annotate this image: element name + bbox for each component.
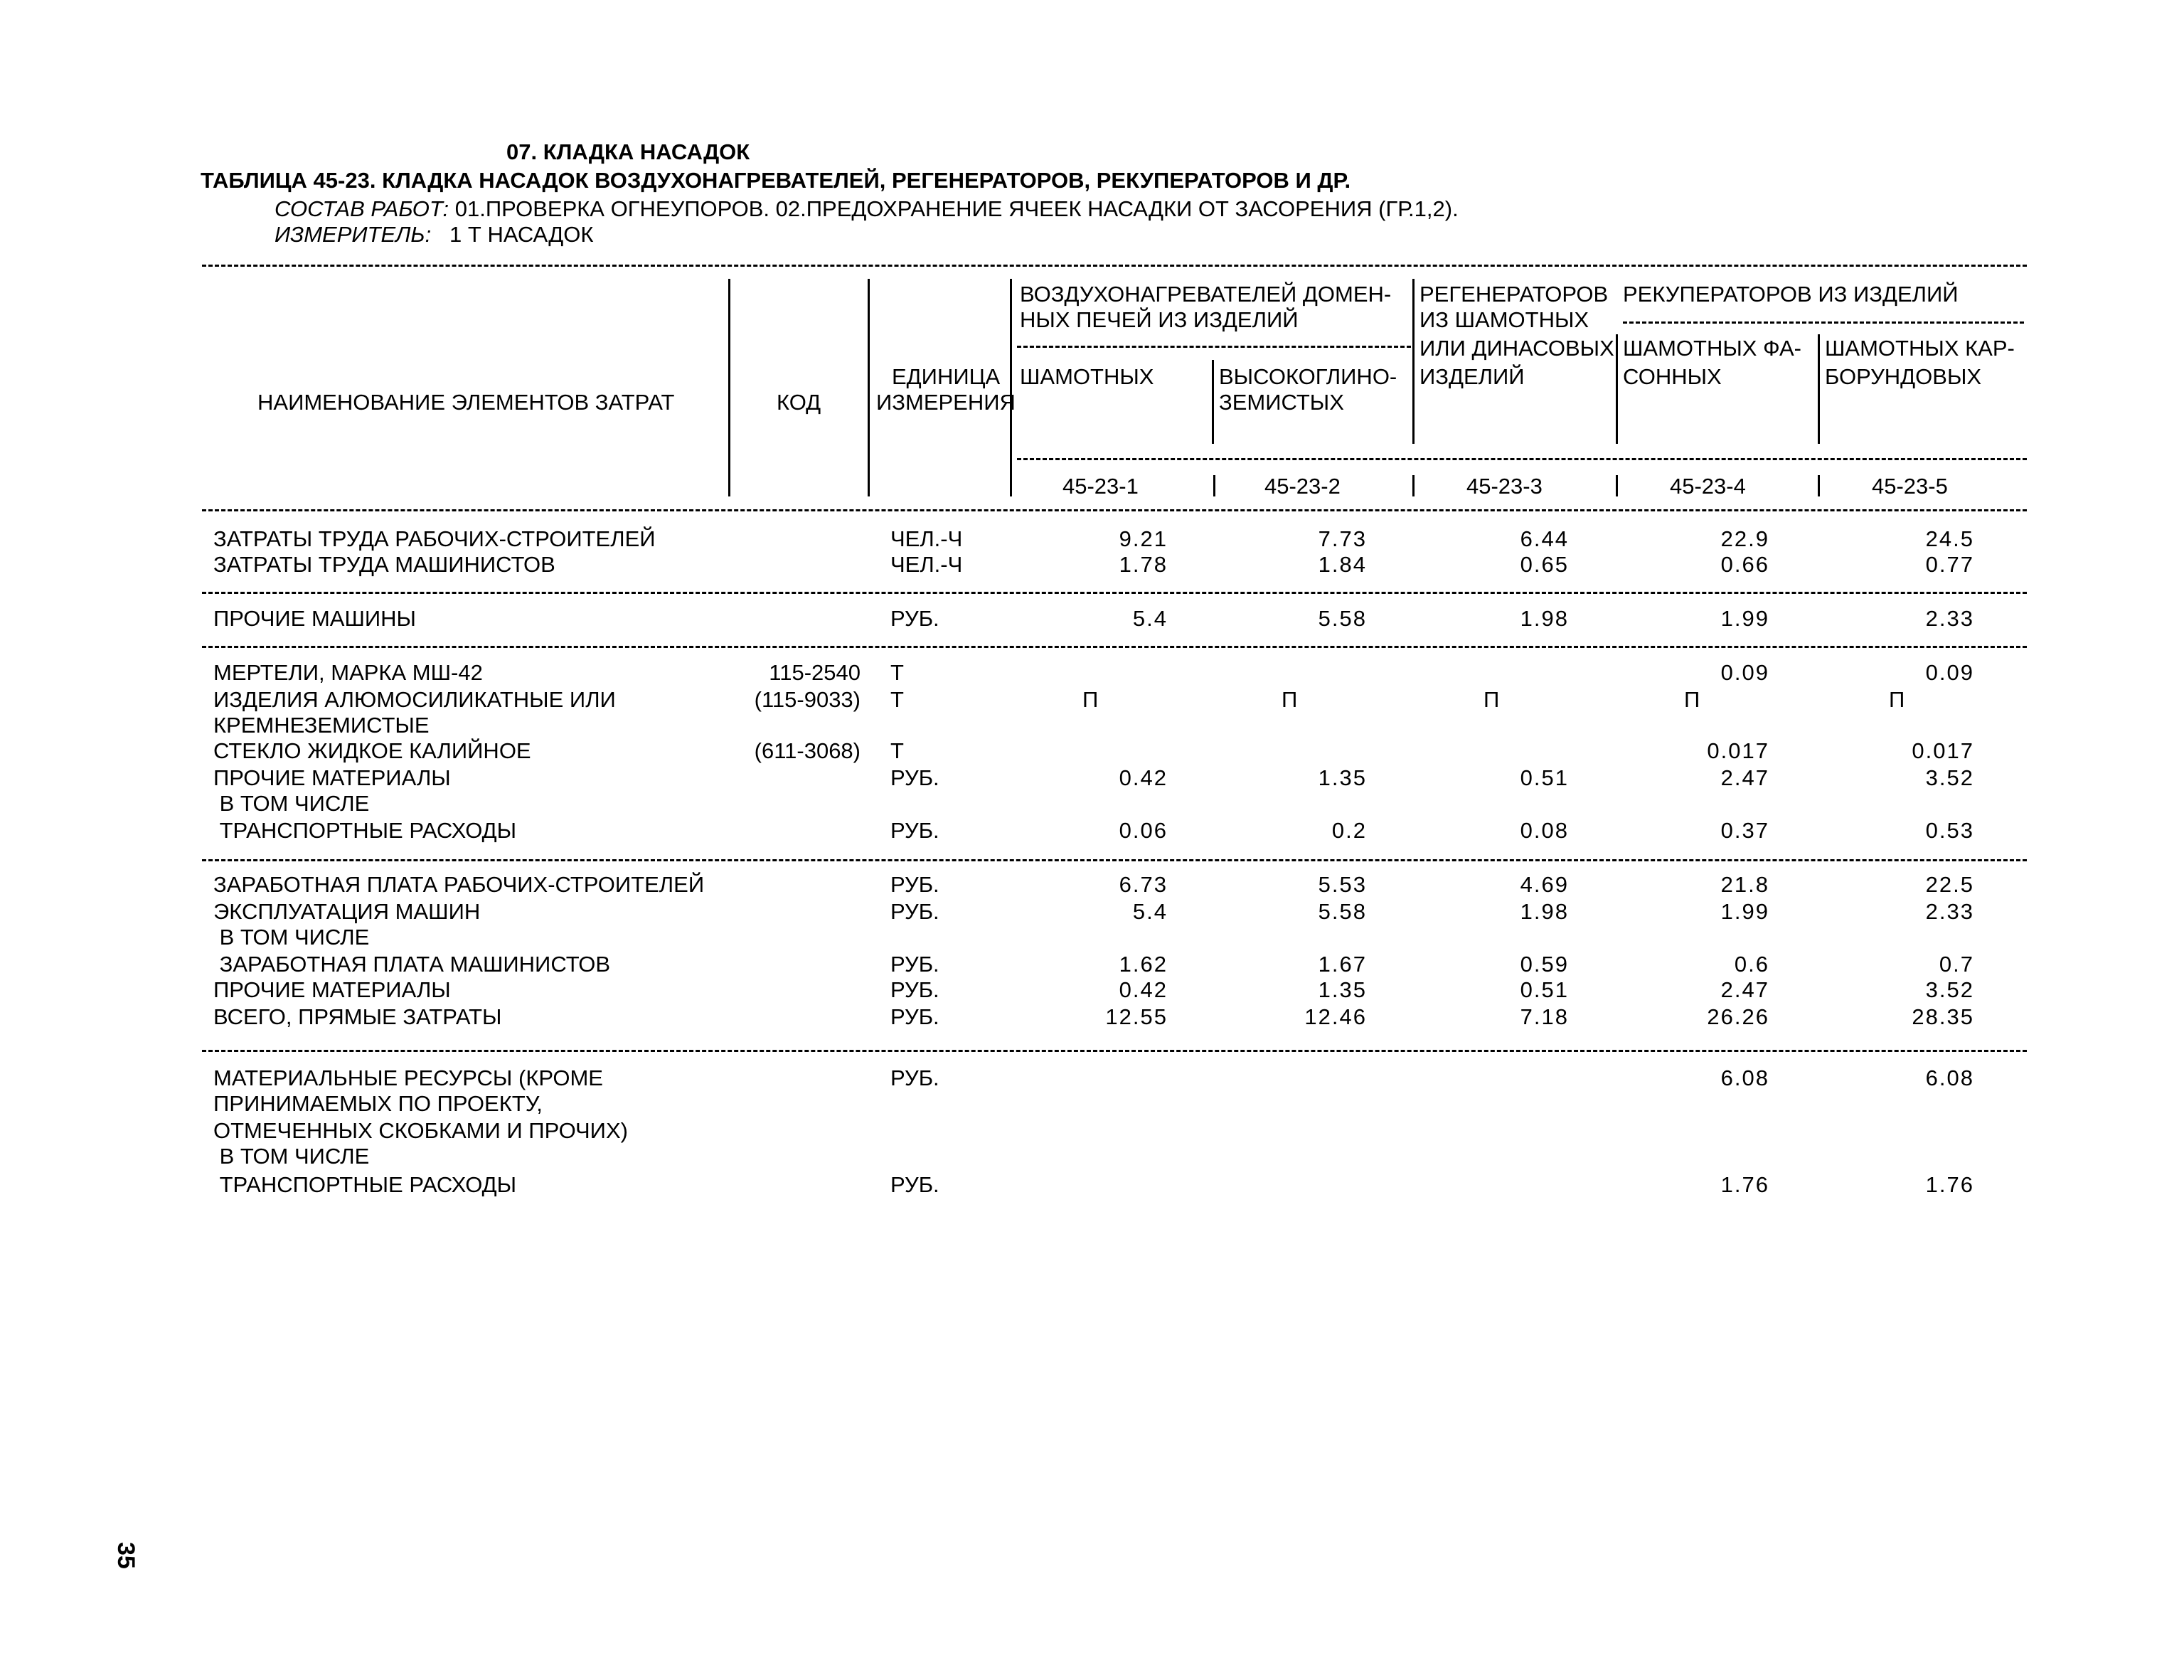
row-unit: РУБ. (890, 899, 939, 924)
row-value-2: 0.2 (1331, 818, 1367, 843)
row-name: ПРИНИМАЕМЫХ ПО ПРОЕКТУ, (213, 1091, 543, 1116)
row-value-4: 2.47 (1720, 977, 1769, 1002)
row-name: ЗАРАБОТНАЯ ПЛАТА РАБОЧИХ-СТРОИТЕЛЕЙ (213, 872, 705, 897)
row-value-5: 0.7 (1939, 952, 1974, 977)
section-rule (202, 1050, 2027, 1052)
row-value-1: 5.4 (1132, 899, 1168, 924)
row-unit: ЧЕЛ.-Ч (890, 526, 963, 551)
sub-shaped-2: СОННЫХ (1623, 364, 1722, 389)
row-value-1: 9.21 (1119, 526, 1168, 551)
row-value-4: 1.99 (1720, 606, 1769, 631)
row-value-1: 1.62 (1119, 952, 1168, 977)
row-value-1: 12.55 (1105, 1004, 1168, 1029)
row-value-1: 6.73 (1119, 872, 1168, 897)
row-value-5: 0.53 (1925, 818, 1974, 843)
col-unit-header-1: ЕДИНИЦА (892, 364, 1001, 389)
section-rule (202, 859, 2027, 861)
row-value-4: 0.66 (1720, 552, 1769, 577)
group-regen-4: ИЗДЕЛИЙ (1419, 364, 1525, 389)
row-value-4: 2.47 (1720, 765, 1769, 790)
row-name: В ТОМ ЧИСЛЕ (213, 791, 370, 816)
row-value-3: 6.44 (1520, 526, 1569, 551)
row-value-1: 0.42 (1119, 765, 1168, 790)
row-unit: РУБ. (890, 606, 939, 631)
row-unit: РУБ. (890, 977, 939, 1002)
row-value-4: 21.8 (1720, 872, 1769, 897)
row-code: (611-3068) (754, 738, 861, 763)
group-recup: РЕКУПЕРАТОРОВ ИЗ ИЗДЕЛИЙ (1623, 282, 1959, 307)
row-value-4: 1.76 (1720, 1172, 1769, 1197)
row-value-5: 22.5 (1925, 872, 1974, 897)
row-value-4: 22.9 (1720, 526, 1769, 551)
header-code-rule (1017, 458, 2027, 460)
row-value-5: 0.017 (1912, 738, 1974, 763)
row-value-3: 0.51 (1520, 765, 1569, 790)
row-value-3: 1.98 (1520, 606, 1569, 631)
row-name: ЗАРАБОТНАЯ ПЛАТА МАШИНИСТОВ (213, 952, 611, 977)
row-unit: РУБ. (890, 1065, 939, 1090)
row-unit: РУБ. (890, 952, 939, 977)
section-rule (202, 646, 2027, 648)
row-unit: РУБ. (890, 1172, 939, 1197)
row-value-5: 28.35 (1912, 1004, 1974, 1029)
row-name: ПРОЧИЕ МАТЕРИАЛЫ (213, 977, 451, 1002)
header-divider (1616, 475, 1618, 496)
header-divider (1818, 475, 1820, 496)
section-rule (202, 592, 2027, 594)
row-value-5: 2.33 (1925, 899, 1974, 924)
row-unit: РУБ. (890, 1004, 939, 1029)
row-value-2: П (1282, 687, 1299, 712)
row-value-4: 26.26 (1707, 1004, 1769, 1029)
meter-label: ИЗМЕРИТЕЛЬ: (275, 222, 432, 247)
header-divider (1616, 334, 1618, 444)
row-value-5: 0.77 (1925, 552, 1974, 577)
row-value-4: 0.017 (1707, 738, 1769, 763)
sub-alumina-1: ВЫСОКОГЛИНО- (1219, 364, 1397, 389)
header-divider (868, 279, 870, 496)
row-value-5: 1.76 (1925, 1172, 1974, 1197)
row-value-2: 5.58 (1318, 606, 1367, 631)
row-unit: Т (890, 738, 904, 763)
header-divider (1213, 475, 1215, 496)
row-unit: ЧЕЛ.-Ч (890, 552, 963, 577)
row-unit: РУБ. (890, 872, 939, 897)
row-name: В ТОМ ЧИСЛЕ (213, 925, 370, 950)
sub-alumina-2: ЗЕМИСТЫХ (1219, 390, 1344, 415)
row-value-4: 0.6 (1734, 952, 1769, 977)
row-name: ВСЕГО, ПРЯМЫЕ ЗАТРАТЫ (213, 1004, 502, 1029)
page-number: 35 (112, 1542, 139, 1569)
group-air-heaters-1: ВОЗДУХОНАГРЕВАТЕЛЕЙ ДОМЕН- (1020, 282, 1392, 307)
col-name-header: НАИМЕНОВАНИЕ ЭЛЕМЕНТОВ ЗАТРАТ (257, 390, 675, 415)
row-value-5: 2.33 (1925, 606, 1974, 631)
row-name: ЗАТРАТЫ ТРУДА МАШИНИСТОВ (213, 552, 555, 577)
col-code-1: 45-23-1 (1062, 474, 1139, 499)
row-value-4: 0.37 (1720, 818, 1769, 843)
row-value-2: 1.35 (1318, 765, 1367, 790)
row-value-4: 0.09 (1720, 660, 1769, 685)
work-composition (275, 196, 1459, 222)
meter (275, 222, 593, 248)
row-value-5: 24.5 (1925, 526, 1974, 551)
row-value-3: 0.08 (1520, 818, 1569, 843)
row-code: (115-9033) (754, 687, 861, 712)
row-name: ПРОЧИЕ МАШИНЫ (213, 606, 416, 631)
row-value-3: 4.69 (1520, 872, 1569, 897)
row-value-1: 0.42 (1119, 977, 1168, 1002)
row-value-3: 7.18 (1520, 1004, 1569, 1029)
row-value-1: 1.78 (1119, 552, 1168, 577)
row-unit: РУБ. (890, 818, 939, 843)
row-value-5: П (1889, 687, 1907, 712)
sub-carb-2: БОРУНДОВЫХ (1825, 364, 1982, 389)
row-value-2: 1.67 (1318, 952, 1367, 977)
col-code-4: 45-23-4 (1670, 474, 1746, 499)
group-regen-2: ИЗ ШАМОТНЫХ (1419, 307, 1589, 332)
header-divider (728, 279, 730, 496)
row-value-4: 6.08 (1720, 1065, 1769, 1090)
row-code: 115-2540 (769, 660, 861, 685)
row-name: В ТОМ ЧИСЛЕ (213, 1144, 370, 1169)
section-title: 07. КЛАДКА НАСАДОК (506, 139, 750, 164)
row-name: СТЕКЛО ЖИДКОЕ КАЛИЙНОЕ (213, 738, 531, 763)
header-divider (1010, 279, 1012, 496)
row-value-1: П (1082, 687, 1100, 712)
group-regen-1: РЕГЕНЕРАТОРОВ (1419, 282, 1609, 307)
work-composition-label: СОСТАВ РАБОТ: (275, 196, 449, 221)
row-name: ЭКСПЛУАТАЦИЯ МАШИН (213, 899, 481, 924)
row-value-3: 0.65 (1520, 552, 1569, 577)
header-subgroup-rule (1017, 346, 1411, 348)
row-value-1: 5.4 (1132, 606, 1168, 631)
col-code-2: 45-23-2 (1264, 474, 1341, 499)
row-value-5: 0.09 (1925, 660, 1974, 685)
row-value-2: 5.53 (1318, 872, 1367, 897)
row-value-2: 1.84 (1318, 552, 1367, 577)
row-value-2: 1.35 (1318, 977, 1367, 1002)
group-air-heaters-2: НЫХ ПЕЧЕЙ ИЗ ИЗДЕЛИЙ (1020, 307, 1299, 332)
meter-text: 1 Т НАСАДОК (431, 222, 594, 247)
row-unit: Т (890, 660, 904, 685)
row-name: ЗАТРАТЫ ТРУДА РАБОЧИХ-СТРОИТЕЛЕЙ (213, 526, 656, 551)
row-value-5: 6.08 (1925, 1065, 1974, 1090)
row-name: ТРАНСПОРТНЫЕ РАСХОДЫ (213, 818, 517, 843)
row-value-3: 1.98 (1520, 899, 1569, 924)
header-subgroup-rule (1623, 321, 2024, 324)
row-value-1: 0.06 (1119, 818, 1168, 843)
sub-chamotte: ШАМОТНЫХ (1020, 364, 1154, 389)
group-regen-3: ИЛИ ДИНАСОВЫХ (1419, 336, 1614, 361)
row-unit: РУБ. (890, 765, 939, 790)
row-value-3: 0.59 (1520, 952, 1569, 977)
row-value-4: 1.99 (1720, 899, 1769, 924)
row-value-5: 3.52 (1925, 765, 1974, 790)
col-code-3: 45-23-3 (1466, 474, 1543, 499)
col-code-header: КОД (777, 390, 821, 415)
sub-shaped-1: ШАМОТНЫХ ФА- (1623, 336, 1801, 361)
row-value-3: 0.51 (1520, 977, 1569, 1002)
row-unit: Т (890, 687, 904, 712)
col-unit-header-2: ИЗМЕРЕНИЯ (876, 390, 1016, 415)
header-top-rule (202, 265, 2027, 267)
row-name: МЕРТЕЛИ, МАРКА МШ-42 (213, 660, 483, 685)
row-name: КРЕМНЕЗЕМИСТЫЕ (213, 713, 430, 738)
row-name: ОТМЕЧЕННЫХ СКОБКАМИ И ПРОЧИХ) (213, 1118, 628, 1143)
row-value-4: П (1684, 687, 1702, 712)
section-rule (202, 509, 2027, 511)
sub-carb-1: ШАМОТНЫХ КАР- (1825, 336, 2015, 361)
row-name: ИЗДЕЛИЯ АЛЮМОСИЛИКАТНЫЕ ИЛИ (213, 687, 616, 712)
row-value-5: 3.52 (1925, 977, 1974, 1002)
row-value-2: 7.73 (1318, 526, 1367, 551)
header-divider (1212, 360, 1214, 444)
row-name: ТРАНСПОРТНЫЕ РАСХОДЫ (213, 1172, 517, 1197)
row-value-2: 12.46 (1304, 1004, 1367, 1029)
col-code-5: 45-23-5 (1872, 474, 1948, 499)
row-name: ПРОЧИЕ МАТЕРИАЛЫ (213, 765, 451, 790)
header-divider (1818, 334, 1820, 444)
header-divider (1412, 475, 1415, 496)
work-composition-text: 01.ПРОВЕРКА ОГНЕУПОРОВ. 02.ПРЕДОХРАНЕНИЕ ЯЧЕЕК НАСАДКИ ОТ ЗАСОРЕНИЯ (ГР.1,2). (449, 196, 1459, 221)
row-value-3: П (1483, 687, 1501, 712)
row-value-2: 5.58 (1318, 899, 1367, 924)
header-divider (1412, 279, 1415, 444)
table-title: ТАБЛИЦА 45-23. КЛАДКА НАСАДОК ВОЗДУХОНАГРЕВАТЕЛЕЙ, РЕГЕНЕРАТОРОВ, РЕКУПЕРАТОРОВ И ДР. (201, 168, 1351, 193)
row-name: МАТЕРИАЛЬНЫЕ РЕСУРСЫ (КРОМЕ (213, 1065, 603, 1090)
